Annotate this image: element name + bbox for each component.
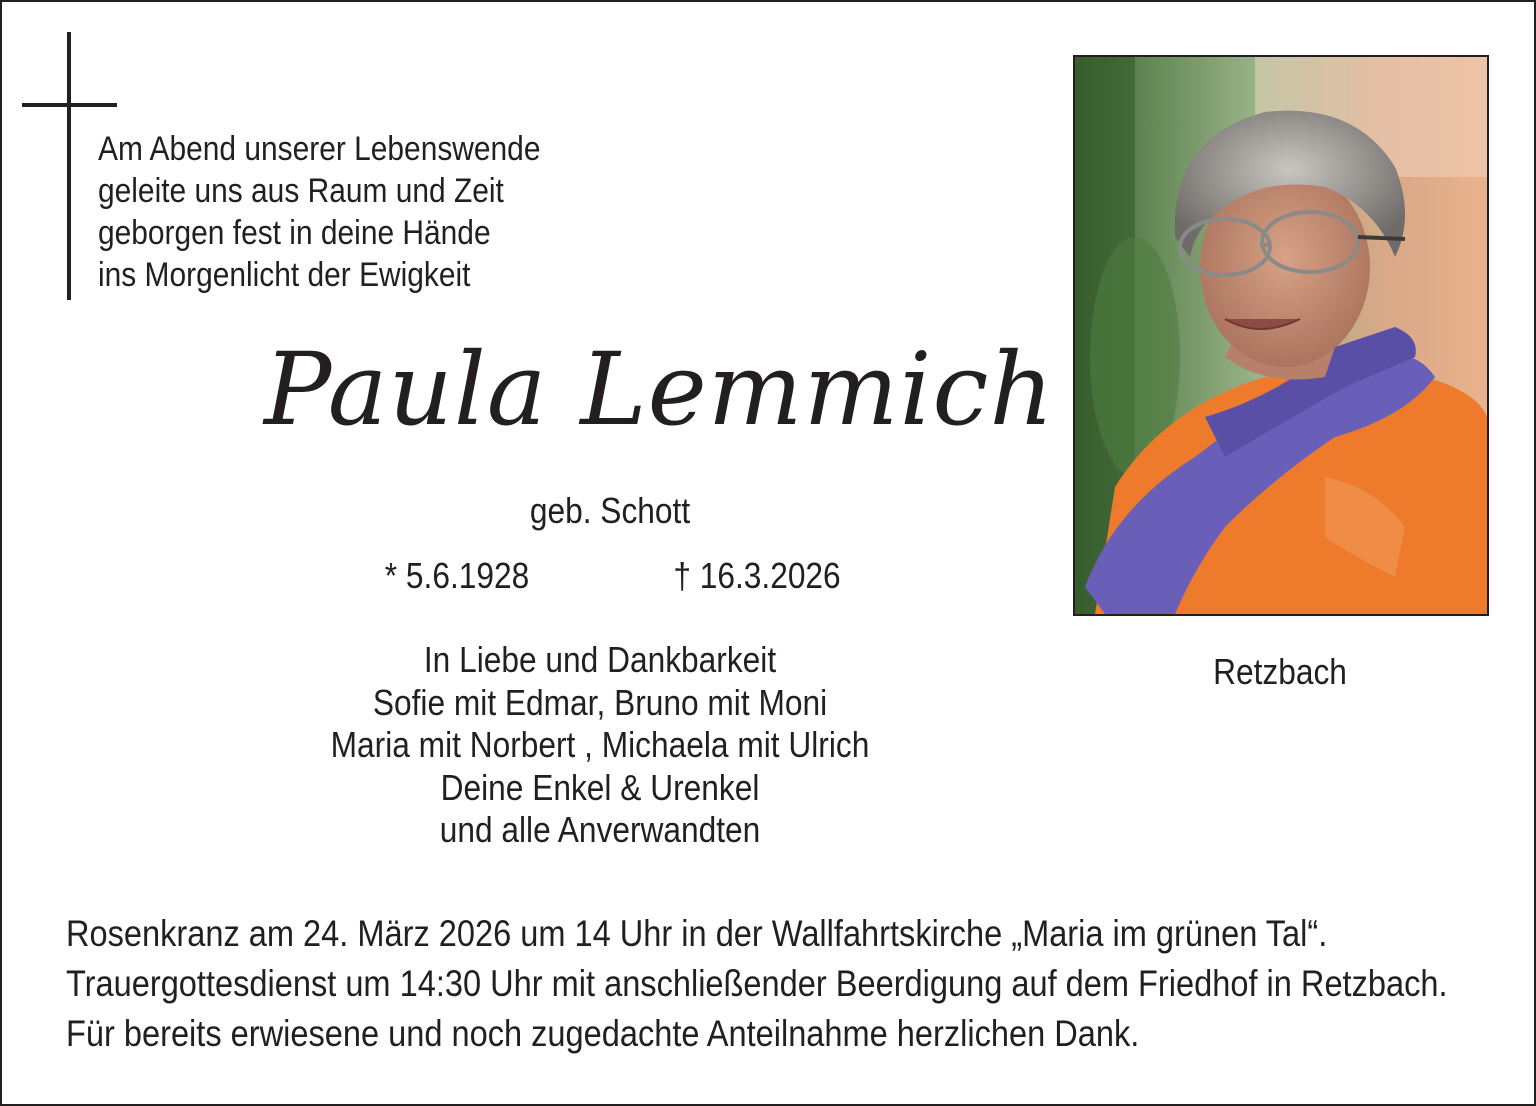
mourner-line: Maria mit Norbert , Michaela mit Ulrich: [330, 724, 870, 765]
service-line: Für bereits erwiesene und noch zugedachte Anteilnahme herzlichen Dank.: [66, 1013, 1140, 1054]
mourner-line: Sofie mit Edmar, Bruno mit Moni: [372, 681, 828, 723]
verse-line: ins Morgenlicht der Ewigkeit: [98, 256, 471, 294]
service-line: Rosenkranz am 24. März 2026 um 14 Uhr in der Wallfahrtskirche „Maria im grünen Tal“.: [66, 913, 1328, 954]
mourner-line: Deine Enkel & Urenkel: [440, 766, 760, 808]
service-line: Trauergottesdienst um 14:30 Uhr mit anschließender Beerdigung auf dem Friedhof in Retzbach.: [66, 963, 1448, 1004]
verse-line: geborgen fest in deine Hände: [98, 214, 491, 252]
deceased-name: Paula Lemmich: [264, 331, 1055, 448]
verse: [98, 128, 540, 296]
verse-line: geleite uns aus Raum und Zeit: [98, 172, 504, 210]
portrait-photo: [1073, 55, 1489, 616]
birth-date: * 5.6.1928: [384, 555, 530, 596]
mourner-line: und alle Anverwandten: [439, 809, 761, 850]
death-date: † 16.3.2026: [673, 555, 841, 596]
mourner-line: In Liebe und Dankbarkeit: [423, 639, 777, 680]
portrait-image: [1075, 57, 1487, 614]
verse-line: Am Abend unserer Lebenswende: [98, 130, 541, 168]
cross-icon: [67, 32, 71, 300]
cross-icon-bar: [22, 103, 117, 107]
maiden-name: geb. Schott: [529, 490, 691, 531]
place: Retzbach: [1213, 651, 1347, 692]
service-info: [66, 909, 1448, 1059]
mourners: [292, 639, 908, 852]
